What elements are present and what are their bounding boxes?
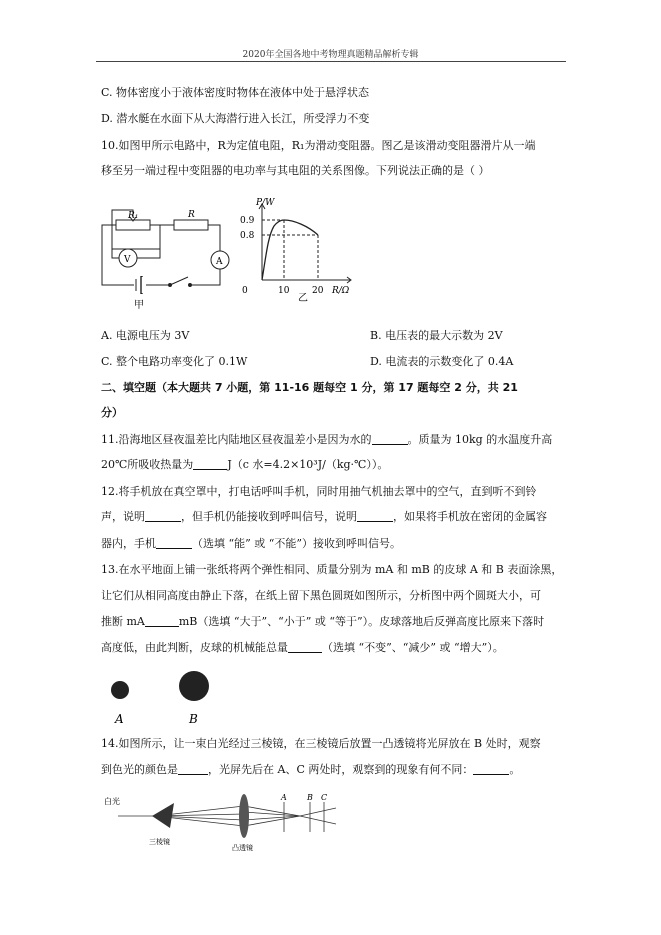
header-rule bbox=[96, 61, 566, 62]
q13-blank-2[interactable] bbox=[288, 641, 322, 653]
page-header: 2020年全国各地中考物理真题精品解析专辑 bbox=[242, 50, 419, 60]
x-tick-10: 10 bbox=[278, 286, 290, 296]
q13-text-4b: （选填 “不变”、“减少” 或 “增大”）。 bbox=[322, 641, 504, 654]
prism-lens-figure bbox=[104, 790, 349, 852]
q13-text-3a: 推断 mA bbox=[101, 615, 145, 628]
spot-b bbox=[179, 671, 209, 701]
q13-line4 bbox=[101, 641, 504, 655]
q12-blank-2[interactable] bbox=[357, 510, 393, 522]
q13-text-4a: 高度低，由此判断，皮球的机械能总量 bbox=[101, 641, 288, 654]
circuit-diagram bbox=[90, 205, 240, 315]
spot-a-label: A bbox=[115, 712, 124, 726]
pos-b-label: B bbox=[307, 793, 313, 802]
x-tick-20: 20 bbox=[312, 286, 324, 296]
q12-blank-1[interactable] bbox=[145, 510, 181, 522]
q11-text-2b: J（c 水=4.2×10³J/（kg·℃））。 bbox=[227, 458, 389, 471]
circuit-caption: 甲 bbox=[134, 300, 144, 311]
q11-text-1a: 11.沿海地区昼夜温差比内陆地区昼夜温差小是因为水的 bbox=[101, 433, 372, 446]
y-tick-0-9: 0.9 bbox=[240, 216, 255, 226]
graph-xlabel: R/Ω bbox=[332, 286, 350, 296]
section2-title-line2: 分） bbox=[101, 406, 123, 419]
q14-blank-1[interactable] bbox=[178, 763, 208, 775]
q14-text-2c: 。 bbox=[509, 763, 521, 776]
q12-text-2b: ，但手机仍能接收到呼叫信号，说明 bbox=[181, 510, 357, 523]
q11-text-2a: 20℃所吸收热量为 bbox=[101, 458, 194, 471]
q12-line1: 12.将手机放在真空罩中，打电话呼叫手机，同时用抽气机抽去罩中的空气，直到听不到铃 bbox=[101, 485, 537, 498]
r1-label: R₁ bbox=[128, 211, 139, 221]
q10-option-b: B. 电压表的最大示数为 2V bbox=[370, 329, 503, 342]
lens-label: 凸透镜 bbox=[232, 844, 253, 852]
q14-text-2a: 到色光的颜色是 bbox=[101, 763, 178, 776]
q12-text-3a: 器内，手机 bbox=[101, 537, 156, 550]
graph-origin: 0 bbox=[242, 286, 248, 296]
q13-line1: 13.在水平地面上铺一张纸将两个弹性相同、质量分别为 mA 和 mB 的皮球 A 和 B 表面涂黑， bbox=[101, 563, 563, 576]
q14-text-2b: ，光屏先后在 A、C 两处时，观察到的现象有何不同： bbox=[208, 763, 474, 776]
q12-text-2a: 声，说明 bbox=[101, 510, 145, 523]
q11-blank-2[interactable] bbox=[193, 458, 227, 470]
ammeter-label: A bbox=[216, 257, 223, 267]
q10-line1: 10.如图甲所示电路中，R为定值电阻，R₁为滑动变阻器。图乙是该滑动变阻器滑片从一端 bbox=[101, 139, 536, 152]
spots-figure bbox=[100, 665, 230, 730]
q14-line2 bbox=[101, 763, 520, 777]
y-tick-0-8: 0.8 bbox=[240, 231, 255, 241]
pos-c-label: C bbox=[321, 793, 328, 802]
q10-option-c: C. 整个电路功率变化了 0.1W bbox=[101, 355, 248, 368]
q13-line3 bbox=[101, 615, 544, 629]
q13-text-3b: mB（选填 “大于”、“小于” 或 “等于”）。皮球落地后反弹高度比原来下落时 bbox=[178, 615, 545, 628]
q10-option-a: A. 电源电压为 3V bbox=[101, 329, 190, 342]
lens-shape bbox=[239, 794, 249, 838]
q11-blank-1[interactable] bbox=[372, 433, 408, 445]
q11-text-1b: 。质量为 10kg 的水温度升高 bbox=[407, 433, 553, 446]
section2-title-line1: 二、填空题（本大题共 7 小题，第 11-16 题每空 1 分，第 17 题每空 2 分，共 21 bbox=[101, 381, 518, 394]
q12-line2 bbox=[101, 510, 547, 524]
graph-ylabel: P/W bbox=[256, 198, 275, 208]
q12-text-3b: （选填 “能” 或 “不能”）接收到呼叫信号。 bbox=[192, 537, 401, 550]
power-resistance-graph bbox=[238, 196, 363, 311]
spot-b-label: B bbox=[189, 712, 198, 726]
q12-blank-3[interactable] bbox=[156, 537, 192, 549]
q12-line3 bbox=[101, 537, 401, 551]
prism-shape bbox=[152, 803, 174, 828]
voltmeter-label: V bbox=[124, 255, 131, 265]
q12-text-2c: ，如果将手机放在密闭的金属容 bbox=[393, 510, 547, 523]
option-c-prev: C. 物体密度小于液体密度时物体在液体中处于悬浮状态 bbox=[101, 86, 370, 99]
q11-line2 bbox=[101, 458, 388, 472]
pos-a-label: A bbox=[281, 793, 287, 802]
q13-blank-1[interactable] bbox=[145, 615, 179, 627]
q14-line1: 14.如图所示，让一束白光经过三棱镜，在三棱镜后放置一凸透镜将光屏放在 B 处时，观察 bbox=[101, 737, 541, 750]
q10-line2: 移至另一端过程中变阻器的电功率与其电阻的关系图像。下列说法正确的是（ ） bbox=[101, 164, 490, 177]
prism-label: 三棱镜 bbox=[149, 838, 170, 846]
q14-blank-2[interactable] bbox=[473, 763, 509, 775]
spot-a bbox=[111, 681, 129, 699]
r-label: R bbox=[188, 210, 195, 220]
graph-caption: 乙 bbox=[298, 293, 308, 304]
white-light-label: 白光 bbox=[104, 797, 120, 806]
q11-line1 bbox=[101, 433, 552, 447]
q10-option-d: D. 电流表的示数变化了 0.4A bbox=[370, 355, 514, 368]
option-d-prev: D. 潜水艇在水面下从大海潜行进入长江，所受浮力不变 bbox=[101, 112, 370, 125]
q13-line2: 让它们从相同高度由静止下落，在纸上留下黑色圆斑如图所示，分析图中两个圆斑大小，可 bbox=[101, 589, 541, 602]
